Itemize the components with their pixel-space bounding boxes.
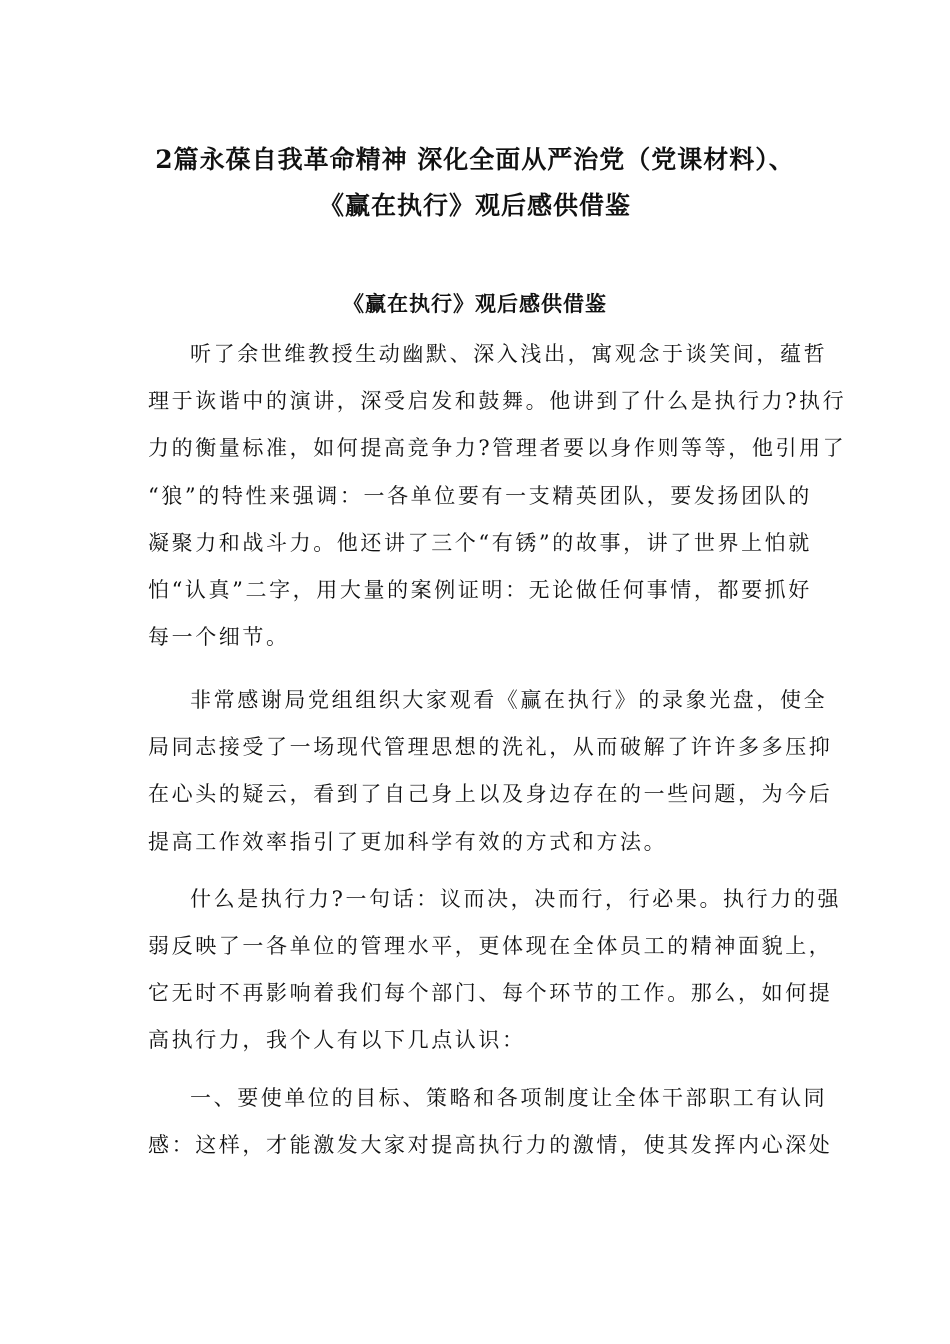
body-line-10: 在心头的疑云，看到了自己身上以及身边存在的一些问题，为今后 (148, 782, 833, 806)
body-line-8: 非常感谢局党组组织大家观看《赢在执行》的录象光盘，使全 (190, 688, 828, 712)
document-title-line-1: 2篇永葆自我革命精神 深化全面从严治党（党课材料）、 (155, 145, 795, 174)
body-line-2: 理于诙谐中的演讲，深受启发和鼓舞。他讲到了什么是执行力?执行 (148, 389, 847, 413)
body-line-11: 提高工作效率指引了更加科学有效的方式和方法。 (148, 830, 668, 854)
body-line-5: 凝聚力和战斗力。他还讲了三个“有锈”的故事，讲了世界上怕就 (148, 531, 812, 555)
body-line-17: 感：这样，才能激发大家对提高执行力的激情，使其发挥内心深处 (148, 1133, 833, 1157)
body-line-16: 一、要使单位的目标、策略和各项制度让全体干部职工有认同 (190, 1086, 828, 1110)
body-line-9: 局同志接受了一场现代管理思想的洗礼，从而破解了许许多多压抑 (148, 735, 833, 759)
body-line-13: 弱反映了一各单位的管理水平，更体现在全体员工的精神面貌上， (148, 934, 833, 958)
body-line-4: “狼”的特性来强调：一各单位要有一支精英团队，要发扬团队的 (148, 484, 812, 508)
document-title-line-2: 《赢在执行》观后感供借鉴 (318, 191, 631, 220)
body-line-12: 什么是执行力?一句话：议而决，决而行，行必果。执行力的强 (190, 887, 842, 911)
body-line-1: 听了余世维教授生动幽默、深入浅出，寓观念于谈笑间，蕴哲 (190, 342, 828, 366)
body-line-3: 力的衡量标准，如何提高竞争力?管理者要以身作则等等，他引用了 (148, 436, 847, 460)
body-line-6: 怕“认真”二字，用大量的案例证明：无论做任何事情，都要抓好 (148, 578, 812, 602)
section-title: 《赢在执行》观后感供借鉴 (343, 291, 607, 316)
body-line-14: 它无时不再影响着我们每个部门、每个环节的工作。那么，如何提 (148, 981, 833, 1005)
body-line-15: 高执行力，我个人有以下几点认识： (148, 1028, 526, 1052)
body-line-7: 每一个细节。 (148, 625, 290, 649)
